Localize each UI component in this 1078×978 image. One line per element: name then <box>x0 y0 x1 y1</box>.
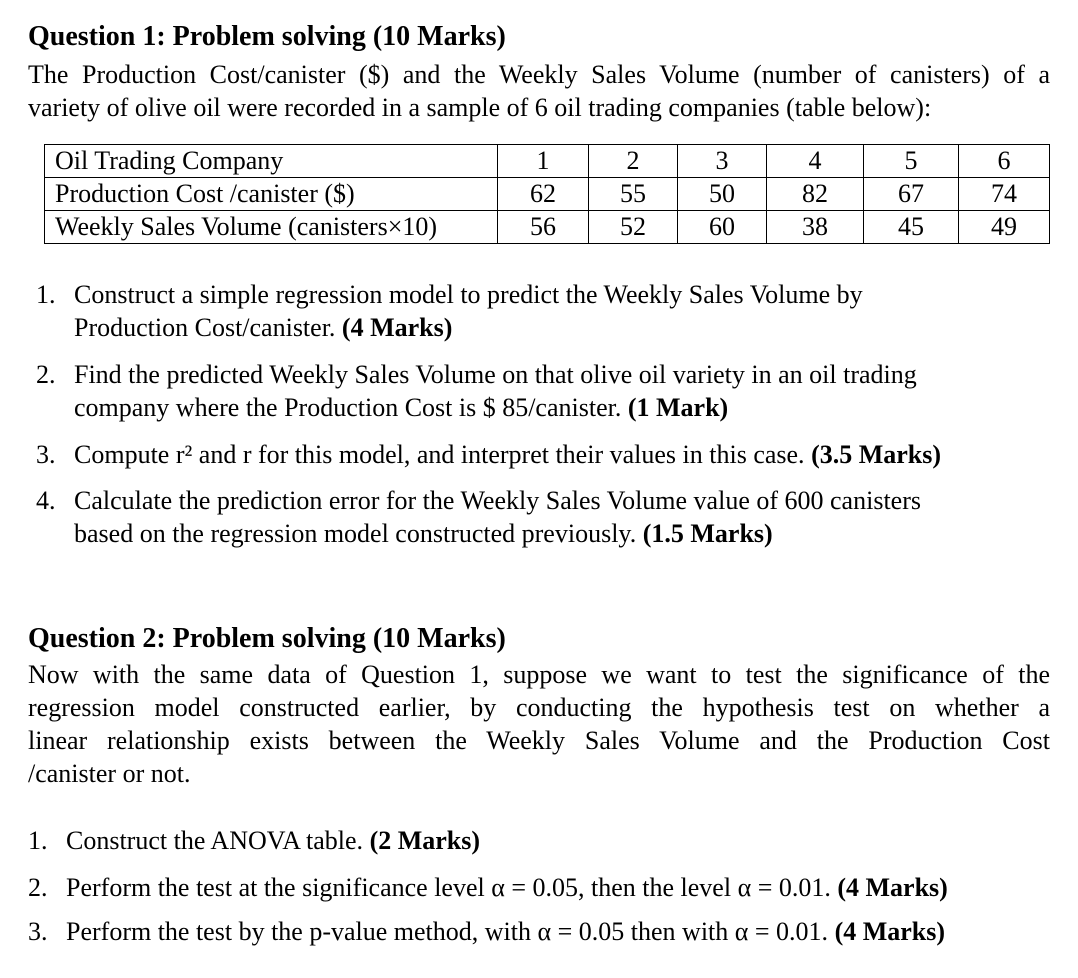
data-table <box>44 144 1050 244</box>
row-label: Oil Trading Company <box>45 145 498 178</box>
table-cell: 62 <box>498 178 589 211</box>
table-row-production-cost <box>45 178 1050 211</box>
item-marks: (4 Marks) <box>341 313 453 342</box>
table-cell: 60 <box>678 211 767 244</box>
table-cell: 56 <box>498 211 589 244</box>
item-number: 1. <box>28 826 48 855</box>
table-cell: 4 <box>767 145 864 178</box>
item-marks: (1.5 Marks) <box>642 519 773 548</box>
item-text-line-1: Compute r² and r for this model, and interpret their values in this case. <box>74 440 805 469</box>
item-text-line-2: Production Cost/canister. <box>74 313 336 342</box>
table-cell: 1 <box>498 145 589 178</box>
item-marks: (4 Marks) <box>834 917 946 946</box>
item-number: 2. <box>28 873 48 902</box>
question-2-intro <box>28 658 1050 790</box>
question-2-title: Question 2: Problem solving (10 Marks) <box>28 623 506 654</box>
row-label: Weekly Sales Volume (canisters×10) <box>45 211 498 244</box>
table-cell: 45 <box>864 211 959 244</box>
item-text-line-2: based on the regression model constructed previously. <box>74 519 637 548</box>
table-cell: 2 <box>589 145 678 178</box>
item-number: 4. <box>36 486 56 515</box>
question-2-list <box>28 824 948 948</box>
item-text: Construct the ANOVA table. <box>66 826 364 855</box>
question-1-list <box>36 278 941 550</box>
list-item <box>28 824 948 857</box>
item-text-line-2: company where the Production Cost is $ 85/canister. <box>74 393 622 422</box>
item-text-line-1: Construct a simple regression model to predict the Weekly Sales Volume by <box>74 280 863 309</box>
item-text-line-1: Find the predicted Weekly Sales Volume on that olive oil variety in an oil trading <box>74 360 917 389</box>
table-cell: 74 <box>959 178 1050 211</box>
question-2-intro-line-3: linear relationship exists between the Weekly Sales Volume and the Production Cost <box>28 726 1050 755</box>
list-item <box>28 871 948 904</box>
item-number: 3. <box>36 440 56 469</box>
item-number: 2. <box>36 360 56 389</box>
question-1-intro-line-2: variety of olive oil were recorded in a sample of 6 oil trading companies (table below): <box>28 93 932 122</box>
item-marks: (1 Mark) <box>627 393 729 422</box>
list-item <box>36 484 941 550</box>
item-text: Perform the test by the p-value method, with α = 0.05 then with α = 0.01. <box>66 917 829 946</box>
table-cell: 6 <box>959 145 1050 178</box>
list-item <box>28 915 948 948</box>
question-2-intro-line-2: regression model constructed earlier, by conducting the hypothesis test on whether a <box>28 693 1050 722</box>
list-item <box>36 278 941 344</box>
item-marks: (2 Marks) <box>369 826 481 855</box>
table-cell: 5 <box>864 145 959 178</box>
table-cell: 50 <box>678 178 767 211</box>
question-2-intro-line-1: Now with the same data of Question 1, suppose we want to test the significance of the <box>28 660 1050 689</box>
table-cell: 49 <box>959 211 1050 244</box>
row-label: Production Cost /canister ($) <box>45 178 498 211</box>
table-cell: 52 <box>589 211 678 244</box>
table-cell: 55 <box>589 178 678 211</box>
table-cell: 3 <box>678 145 767 178</box>
item-number: 3. <box>28 917 48 946</box>
item-number: 1. <box>36 280 56 309</box>
table-cell: 38 <box>767 211 864 244</box>
table-cell: 67 <box>864 178 959 211</box>
item-text: Perform the test at the significance level α = 0.05, then the level α = 0.01. <box>66 873 831 902</box>
question-2-intro-line-4: /canister or not. <box>28 759 191 788</box>
table-cell: 82 <box>767 178 864 211</box>
item-text-line-1: Calculate the prediction error for the Weekly Sales Volume value of 600 canisters <box>74 486 921 515</box>
item-marks: (3.5 Marks) <box>811 440 942 469</box>
question-1-title: Question 1: Problem solving (10 Marks) <box>28 21 506 52</box>
question-1-intro <box>28 58 1050 124</box>
table-row-company <box>45 145 1050 178</box>
table-row-sales-volume <box>45 211 1050 244</box>
question-1-intro-line-1: The Production Cost/canister ($) and the Weekly Sales Volume (number of canisters) of a <box>28 60 1050 89</box>
list-item <box>36 438 941 471</box>
list-item <box>36 358 941 424</box>
item-marks: (4 Marks) <box>837 873 948 902</box>
